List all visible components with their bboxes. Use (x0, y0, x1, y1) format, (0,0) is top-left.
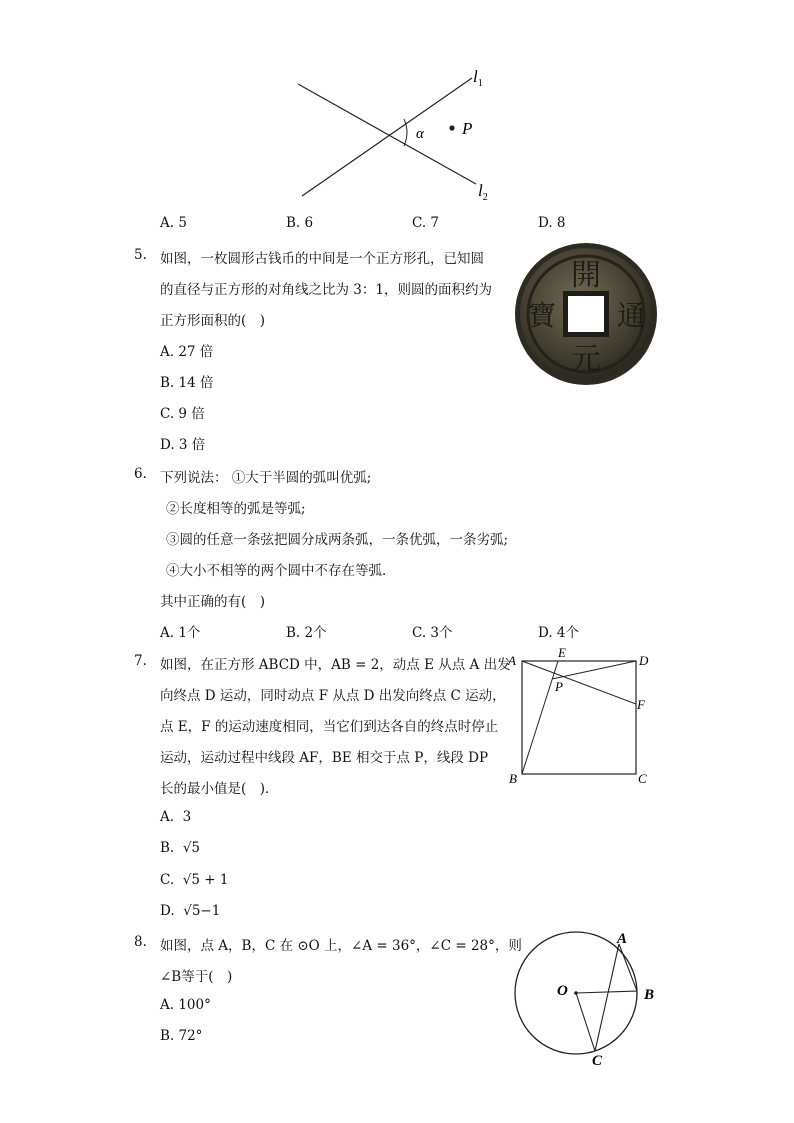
q8-line-2: ∠B等于( ) (160, 969, 233, 985)
q6-option-c: C. 3个 (412, 625, 453, 641)
circle-label-a: A (617, 931, 628, 947)
q7-line-4: 运动，运动过程中线段 AF，BE 相交于点 P，线段 DP (160, 750, 489, 766)
circle-label-c: C (592, 1053, 603, 1069)
sq-label-f: F (637, 697, 645, 712)
sq-label-d: D (639, 653, 649, 668)
q6-option-b: B. 2个 (286, 625, 327, 641)
q7-line-5: 长的最小值是( )． (160, 781, 279, 797)
ancient-coin-image (513, 241, 659, 387)
q7-line-2: 向终点 D 运动，同时动点 F 从点 D 出发向终点 C 运动， (160, 688, 506, 704)
q4-option-c: C. 7 (412, 215, 440, 231)
q4-option-a: A. 5 (160, 215, 187, 231)
sq-label-b: B (509, 771, 517, 786)
q6-line-2: ②长度相等的弧是等弧; (166, 501, 306, 517)
intersecting-lines-figure (290, 60, 510, 210)
circle-label-o: O (557, 983, 568, 999)
q8-line-1: 如图，点 A，B，C 在 ⊙O 上，∠A = 36°，∠C = 28°，则 (160, 938, 522, 954)
q7-option-c: C. √5 + 1 (160, 872, 229, 888)
fig1-point-p: P (462, 119, 473, 138)
q6-line-3: ③圆的任意一条弦把圆分成两条弧，一条优弧，一条劣弧; (166, 532, 509, 548)
q5-option-b: B. 14 倍 (160, 375, 214, 391)
q5-option-d: D. 3 倍 (160, 437, 206, 453)
fig1-l2: $l_2$ (478, 181, 488, 203)
sq-label-p: P (555, 679, 563, 694)
q6-line-4: ④大小不相等的两个圆中不存在等弧． (166, 563, 396, 579)
q6-option-d: D. 4个 (538, 625, 580, 641)
q6-number: 6. (134, 466, 147, 482)
sq-label-e: E (558, 645, 566, 660)
q6-line-5: 其中正确的有( ) (160, 594, 266, 610)
q8-option-a: A. 100° (160, 997, 211, 1013)
coin-char-top: 開 (571, 259, 601, 292)
q8-number: 8. (134, 934, 147, 950)
q5-number: 5. (134, 247, 147, 263)
circle-label-b: B (644, 987, 655, 1003)
coin-char-right: 通 (616, 301, 646, 332)
coin-char-bottom: 元 (571, 343, 601, 376)
circle-o-figure (505, 922, 665, 1072)
q4-option-d: D. 8 (538, 215, 566, 231)
q6-line-1: 下列说法： ①大于半圆的弧叫优弧; (160, 470, 372, 486)
q5-line-1: 如图，一枚圆形古钱币的中间是一个正方形孔，已知圆 (160, 251, 484, 267)
q7-line-1: 如图，在正方形 ABCD 中，AB = 2，动点 E 从点 A 出发 (160, 657, 511, 673)
q6-option-a: A. 1个 (160, 625, 201, 641)
q4-option-b: B. 6 (286, 215, 314, 231)
sq-label-a: A (508, 653, 516, 668)
q5-line-3: 正方形面积的( ) (160, 313, 266, 329)
q7-number: 7. (134, 653, 147, 669)
q7-option-a: A. 3 (160, 809, 192, 825)
q7-option-b: B. √5 (160, 840, 201, 856)
fig1-l1: $l_1$ (473, 67, 483, 89)
square-abcd-figure (505, 645, 660, 790)
q5-line-2: 的直径与正方形的对角线之比为 3：1，则圆的面积约为 (160, 282, 492, 298)
q7-option-d: D. √5−1 (160, 903, 221, 919)
coin-char-left: 寶 (527, 301, 557, 332)
sq-label-c: C (638, 771, 647, 786)
fig1-alpha: α (416, 126, 424, 142)
q8-option-b: B. 72° (160, 1028, 203, 1044)
q5-option-a: A. 27 倍 (160, 344, 214, 360)
q7-line-3: 点 E，F 的运动速度相同，当它们到达各自的终点时停止 (160, 719, 499, 735)
q5-option-c: C. 9 倍 (160, 406, 205, 422)
